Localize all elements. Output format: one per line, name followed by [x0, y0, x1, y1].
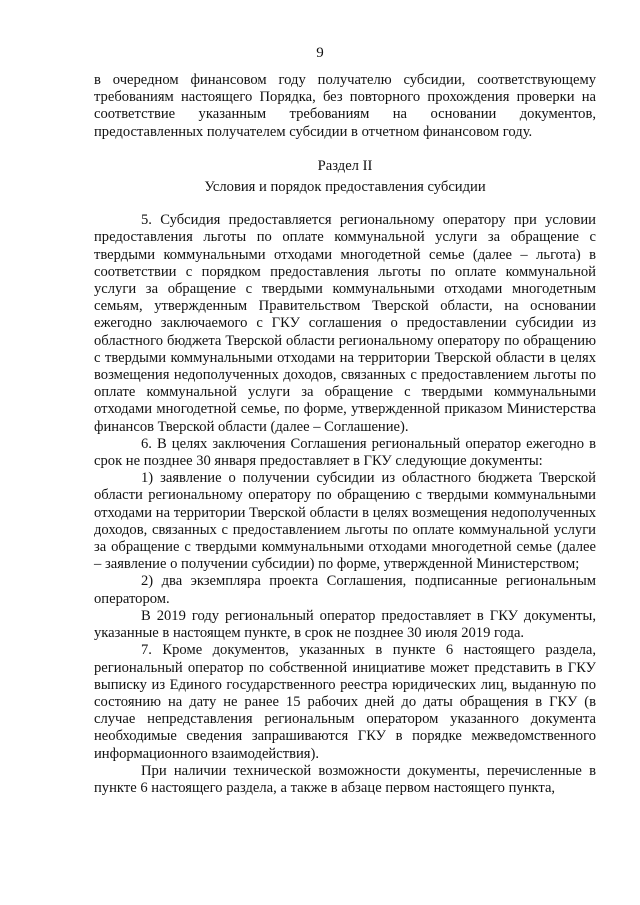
section-subtitle: Условия и порядок предоставления субсидии: [204, 179, 486, 196]
section-heading: [94, 158, 596, 196]
paragraph-6-item-1: 1) заявление о получении субсидии из областного бюджета Тверской области региональному оператору по обращению с твердыми коммунальными отходами на территории Тверской области в целях возмещения недополученных доходов, связанных с предоставлением льготы по оплате коммунальной услуги за обращение с твердыми коммунальными отходами многодетной семье (далее – заявление о получении субсидии) по форме, утвержденной Министерством;: [94, 470, 596, 573]
page-number: 9: [316, 45, 324, 61]
document-body: [94, 72, 596, 797]
paragraph-6-item-2: 2) два экземпляра проекта Соглашения, подписанные региональным оператором.: [94, 573, 596, 607]
paragraph-technical: При наличии технической возможности документы, перечисленные в пункте 6 настоящего раздела, а также в абзаце первом настоящего пункта,: [94, 762, 596, 796]
paragraph-continuation: в очередном финансовом году получателю субсидии, соответствующему требованиям настоящего Порядка, без повторного прохождения проверки на соответствие указанным требованиям на основании документов, предоставленных получателем субсидии в отчетном финансовом году.: [94, 72, 596, 140]
paragraph-7: 7. Кроме документов, указанных в пункте 6 настоящего раздела, региональный оператор по собственной инициативе может представить в ГКУ выписку из Единого государственного реестра юридических лиц, выданную по состоянию на дату не ранее 15 рабочих дней до даты обращения в ГКУ (в случае непредставления региональным оператором указанного документа необходимые сведения запрашиваются ГКУ в порядке межведомственного информационного взаимодействия).: [94, 642, 596, 762]
paragraph-2019: В 2019 году региональный оператор предоставляет в ГКУ документы, указанные в настоящем пункте, в срок не позднее 30 июля 2019 года.: [94, 607, 596, 642]
paragraph-5: 5. Субсидия предоставляется региональному оператору при условии предоставления льготы по оплате коммунальной услуги за обращение с твердыми коммунальными отходами многодетной семье (далее – льгота) в соответствии с порядком предоставления льготы по оплате коммунальной услуги за обращение с твердыми коммунальными отходами многодетным семьям, утвержденным Правительством Тверской области, на основании ежегодно заключаемого с ГКУ соглашения о предоставлении субсидии из областного бюджета Тверской области региональному оператору по обращению с твердыми коммунальными отходами на территории Тверской области в целях возмещения недополученных доходов, связанных с предоставлением льготы по оплате коммунальной услуги за обращение с твердыми коммунальными отходами многодетной семье, по форме, утвержденной приказом Министерства финансов Тверской области (далее – Соглашение).: [94, 212, 596, 435]
paragraph-6: 6. В целях заключения Соглашения региональный оператор ежегодно в срок не позднее 30 января предоставляет в ГКУ следующие документы:: [94, 435, 596, 470]
section-title: Раздел II: [317, 157, 373, 174]
